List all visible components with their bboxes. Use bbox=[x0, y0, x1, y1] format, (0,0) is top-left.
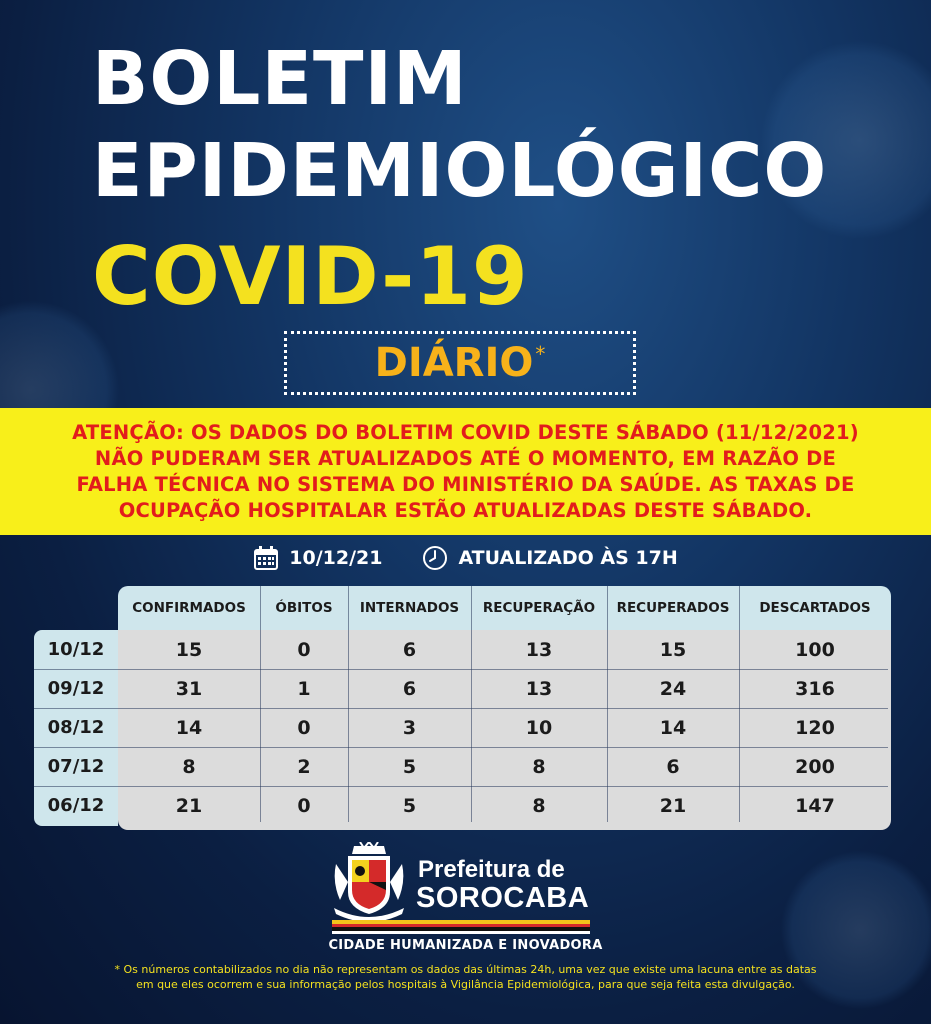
coat-of-arms-icon bbox=[330, 842, 408, 922]
attention-line: FALHA TÉCNICA NO SISTEMA DO MINISTÉRIO DA SAÚDE. AS TAXAS DE bbox=[76, 472, 855, 496]
flag-stripes bbox=[332, 920, 590, 934]
table-cell: 10 bbox=[525, 716, 553, 739]
diario-badge bbox=[284, 331, 636, 395]
row-divider bbox=[34, 708, 118, 709]
column-divider bbox=[739, 586, 740, 822]
date-text: 10/12/21 bbox=[289, 547, 383, 569]
table-cell: 14 bbox=[175, 716, 203, 739]
table-cell: 2 bbox=[297, 755, 311, 778]
row-divider bbox=[34, 786, 118, 787]
row-divider bbox=[34, 747, 118, 748]
table-cell: 6 bbox=[402, 677, 417, 700]
prefeitura-logo bbox=[330, 838, 600, 928]
attention-banner bbox=[0, 408, 931, 535]
diario-label: DIÁRIO bbox=[374, 340, 534, 386]
row-divider bbox=[34, 669, 118, 670]
column-header: ÓBITOS bbox=[275, 600, 333, 616]
table-cell: 21 bbox=[659, 794, 687, 817]
table-cell: 14 bbox=[659, 716, 687, 739]
table-cell: 6 bbox=[402, 638, 417, 661]
attention-line: ATENÇÃO: OS DADOS DO BOLETIM COVID DESTE SÁBADO (11/12/2021) bbox=[72, 420, 859, 444]
updated-info bbox=[422, 545, 677, 571]
footnote-line: em que eles ocorrem e sua informação pelos hospitais à Vigilância Epidemiológica, para que seja feita esta divulgação. bbox=[136, 978, 795, 991]
column-divider bbox=[348, 586, 349, 822]
column-divider bbox=[260, 586, 261, 822]
column-header: CONFIRMADOS bbox=[132, 600, 246, 616]
slogan: CIDADE HUMANIZADA E INOVADORA bbox=[328, 938, 603, 953]
logo-text-sorocaba: SOROCABA bbox=[416, 882, 590, 914]
row-date: 08/12 bbox=[47, 717, 105, 738]
logo-text-prefeitura: Prefeitura de bbox=[418, 856, 565, 883]
row-divider bbox=[118, 669, 888, 670]
table-cell: 5 bbox=[402, 755, 417, 778]
table-cell: 120 bbox=[795, 716, 835, 739]
table-cell: 100 bbox=[795, 638, 835, 661]
table-cell: 24 bbox=[659, 677, 687, 700]
table-cell: 15 bbox=[175, 638, 203, 661]
table-cell: 31 bbox=[175, 677, 203, 700]
table-cell: 13 bbox=[525, 638, 553, 661]
clock-icon bbox=[422, 545, 448, 571]
column-divider bbox=[471, 586, 472, 822]
cases-table bbox=[34, 586, 891, 830]
row-divider bbox=[118, 747, 888, 748]
table-cell: 147 bbox=[795, 794, 835, 817]
column-header: DESCARTADOS bbox=[759, 600, 871, 616]
attention-line: NÃO PUDERAM SER ATUALIZADOS ATÉ O MOMENTO, EM RAZÃO DE bbox=[94, 446, 837, 470]
table-cell: 21 bbox=[175, 794, 203, 817]
footnote bbox=[0, 962, 931, 992]
table-cell: 0 bbox=[297, 716, 311, 739]
column-header: RECUPERADOS bbox=[616, 600, 730, 616]
table-cell: 8 bbox=[532, 755, 546, 778]
row-divider bbox=[118, 708, 888, 709]
attention-line: OCUPAÇÃO HOSPITALAR ESTÃO ATUALIZADAS DESTE SÁBADO. bbox=[118, 498, 813, 522]
column-header: INTERNADOS bbox=[359, 600, 460, 616]
column-header: RECUPERAÇÃO bbox=[482, 600, 596, 616]
diario-asterisk: * bbox=[535, 342, 546, 366]
row-divider bbox=[118, 786, 888, 787]
table-cell: 200 bbox=[795, 755, 835, 778]
row-date: 09/12 bbox=[47, 678, 105, 699]
calendar-icon bbox=[253, 545, 279, 571]
table-cell: 316 bbox=[795, 677, 835, 700]
table-cell: 1 bbox=[297, 677, 311, 700]
table-cell: 0 bbox=[297, 794, 311, 817]
table-cell: 13 bbox=[525, 677, 553, 700]
table-cell: 15 bbox=[659, 638, 687, 661]
table-cell: 6 bbox=[666, 755, 680, 778]
info-row bbox=[0, 545, 931, 571]
footnote-line: * Os números contabilizados no dia não representam os dados das últimas 24h, uma vez que existe uma lacuna entre as datas bbox=[114, 963, 817, 976]
title-line-epidemiologico: EPIDEMIOLÓGICO bbox=[92, 128, 828, 214]
title-line-boletim: BOLETIM bbox=[92, 36, 468, 122]
updated-text: ATUALIZADO ÀS 17H bbox=[458, 547, 678, 569]
table-cell: 8 bbox=[182, 755, 196, 778]
table-cell: 5 bbox=[402, 794, 417, 817]
date-info bbox=[253, 545, 382, 571]
row-date: 06/12 bbox=[47, 795, 105, 816]
table-cell: 3 bbox=[402, 716, 417, 739]
title-line-covid: COVID-19 bbox=[92, 230, 529, 323]
column-divider bbox=[607, 586, 608, 822]
row-date: 07/12 bbox=[47, 756, 105, 777]
row-date: 10/12 bbox=[47, 639, 105, 660]
table-cell: 8 bbox=[532, 794, 546, 817]
table-cell: 0 bbox=[297, 638, 311, 661]
